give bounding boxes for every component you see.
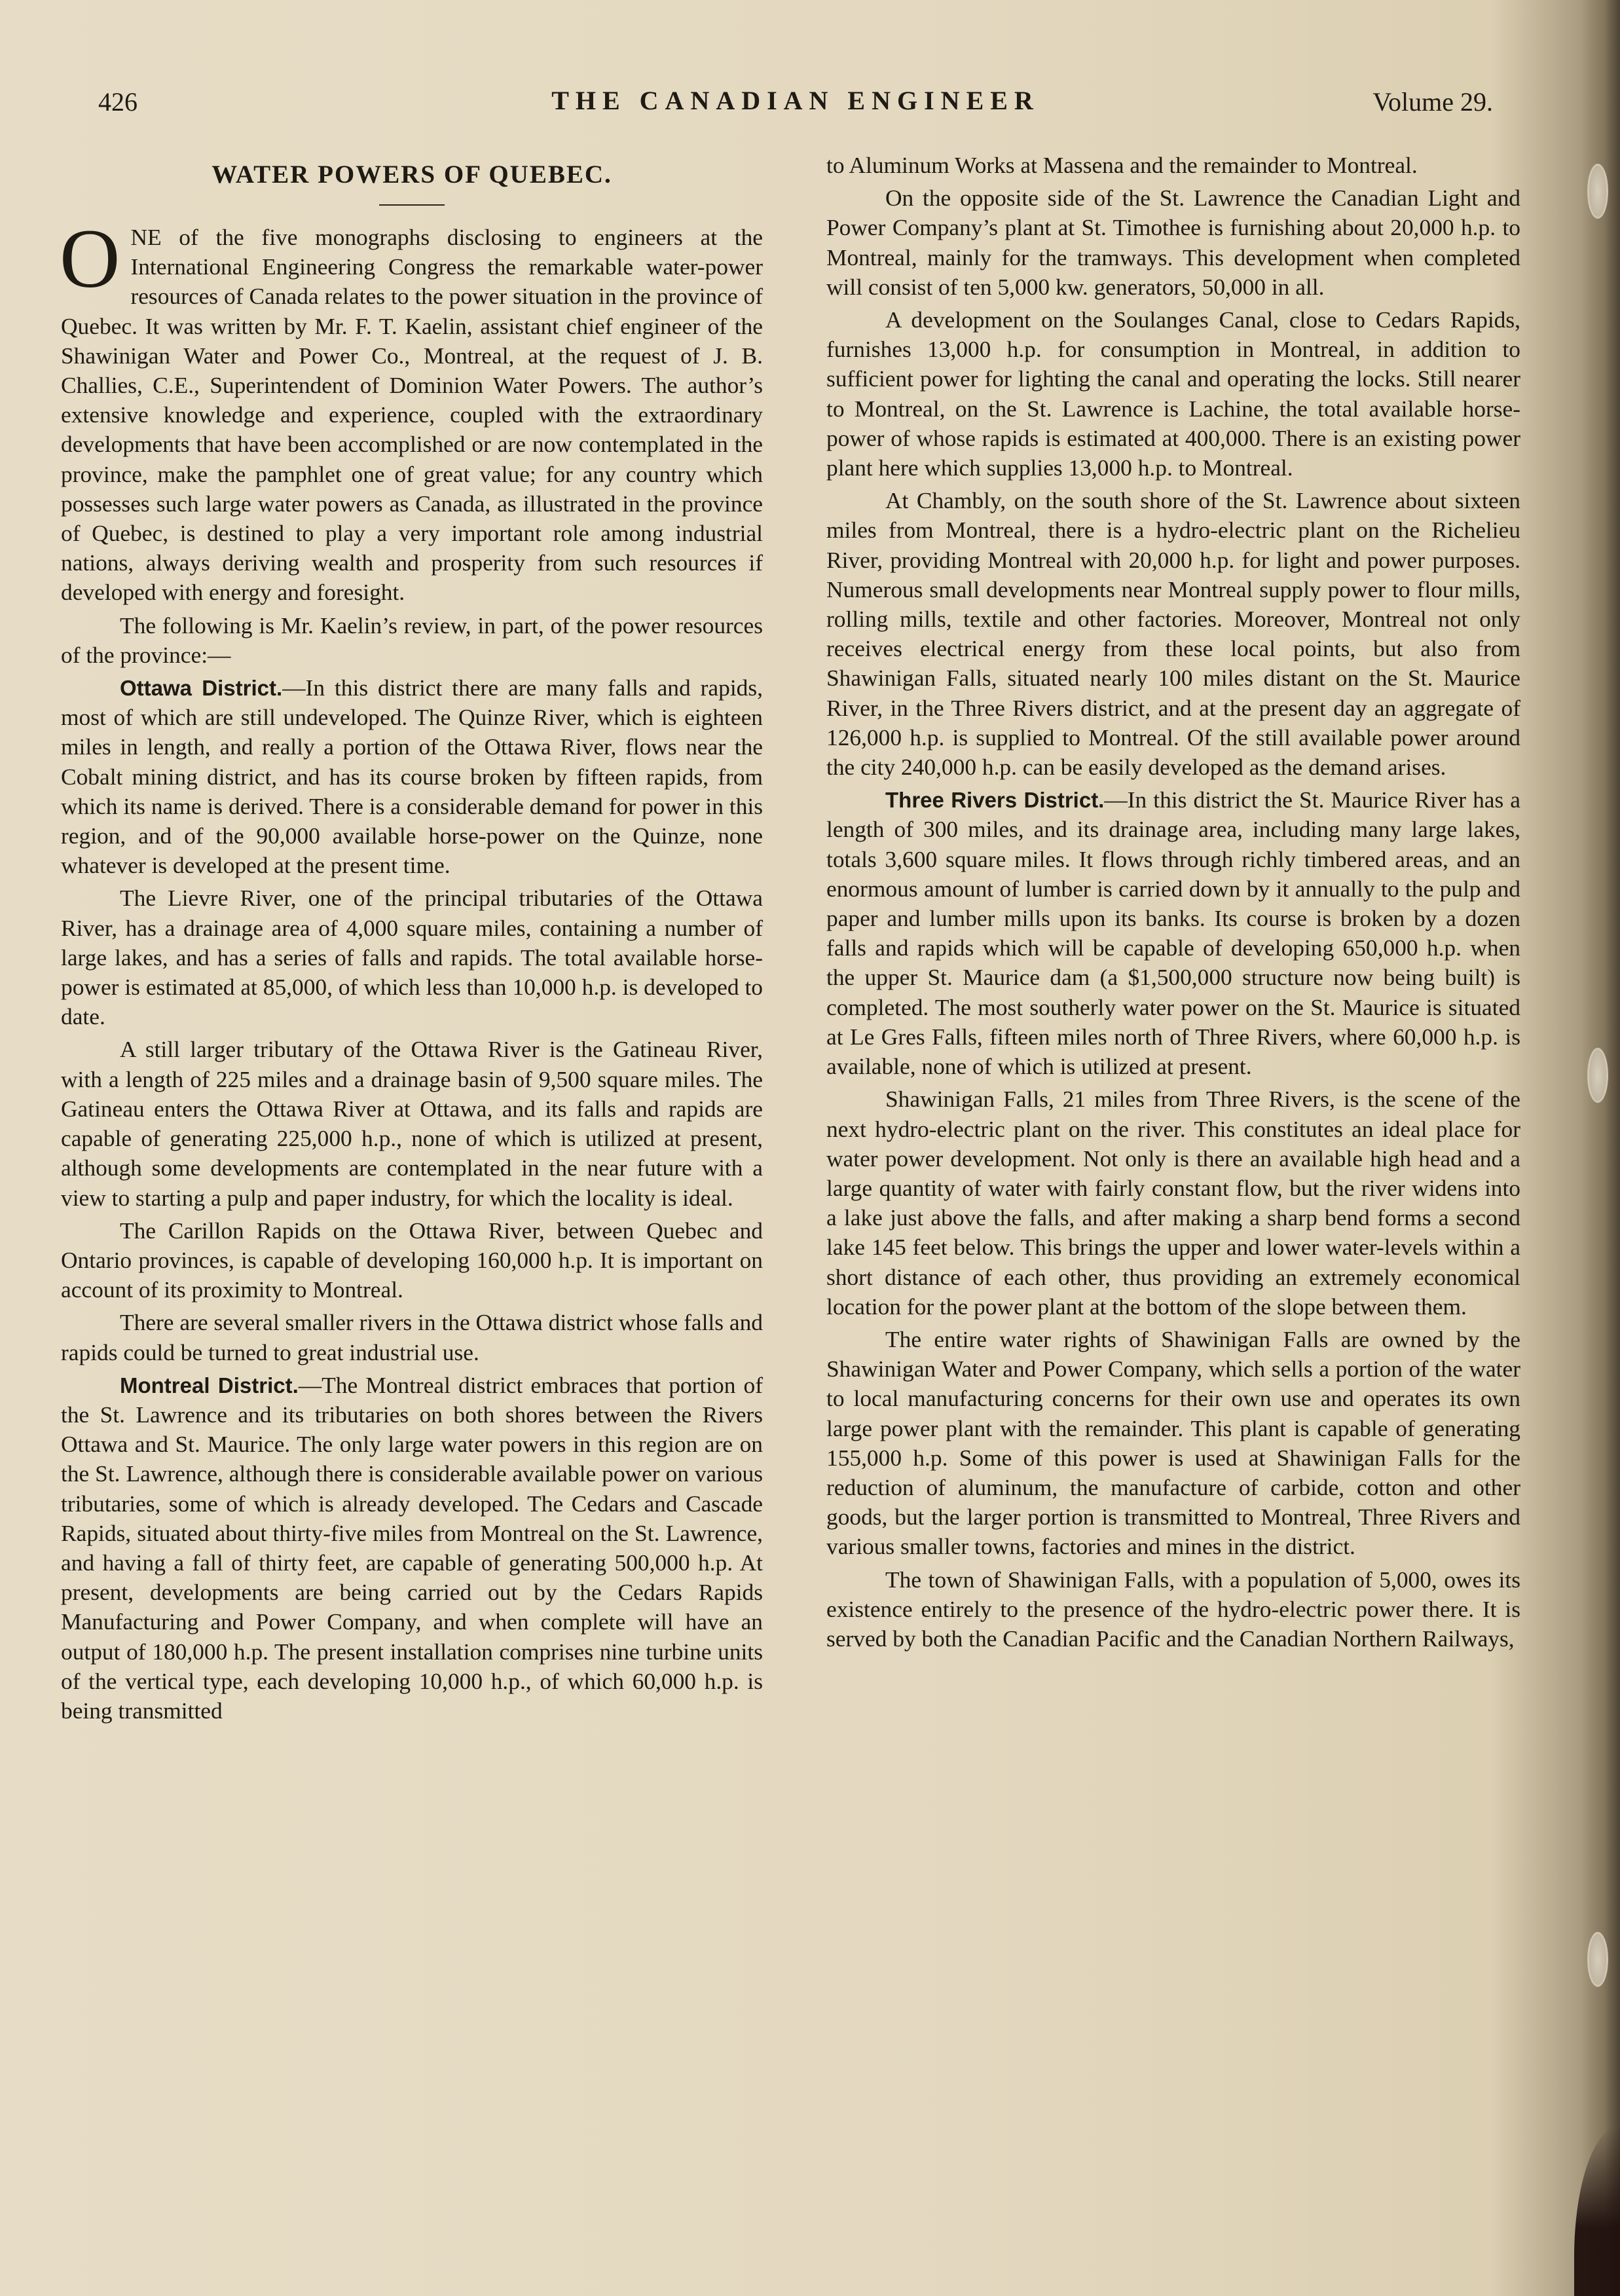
section-heading-ottawa: Ottawa District. [120, 676, 283, 701]
title-rule [379, 204, 445, 206]
right-column [826, 151, 1520, 1657]
page-number: 426 [98, 87, 138, 117]
paragraph: There are several smaller rivers in the Ottawa district whose falls and rapids could be turned to great industrial use. [61, 1309, 763, 1365]
binding-hole [1587, 1048, 1608, 1103]
binding-hole [1587, 1932, 1608, 1987]
drop-cap: O [60, 212, 120, 305]
paragraph: A still larger tributary of the Ottawa River is the Gatineau River, with a length of 225 miles and a drainage basin of 9,500 square miles. The Gatineau enters the Ottawa River at Ottawa, and its falls and rapids are capable of generating 225,000 h.p., none of which is utilized at present, although some developments are contemplated in the near future with a view to starting a pulp and paper industry, for which the locality is ideal. [61, 1036, 763, 1211]
paragraph-text: —In this district the St. Maurice River has a length of 300 miles, and its drainage area, including many large lakes, totals 3,600 square miles. It flows through richly timbered areas, and an enormous amount of lumber is carried down by it annually to the pulp and paper and lumber mills upon its banks. Its course is broken by a dozen falls and rapids which will be capable of developing 650,000 h.p. when the upper St. Maurice dam (a $1,500,000 structure now being built) is completed. The most southerly water power on the St. Maurice is situated at Le Gres Falls, fifteen miles north of Three Rivers, where 60,000 h.p. is available, none of which is utilized at present. [826, 787, 1521, 1080]
paragraph: The entire water rights of Shawinigan Falls are owned by the Shawinigan Water and Power Company, which sells a portion of the water to local manufacturing concerns for their own use and operates its own large power plant with the remainder. This plant is capable of generating 155,000 h.p. Some of this power is used at Shawinigan Falls for the reduction of aluminum, the manufacture of carbide, cotton and other goods, but the larger portion is transmitted to Montreal, Three Rivers and various smaller towns, factories and mines in the district. [826, 1325, 1520, 1560]
paragraph-continued: to Aluminum Works at Massena and the remainder to Montreal. [826, 152, 1418, 178]
running-header [98, 86, 1493, 126]
opening-paragraph [60, 212, 763, 608]
paragraph: The following is Mr. Kaelin’s review, in part, of the power resources of the province:— [61, 612, 763, 668]
section-heading-montreal: Montreal District. [120, 1373, 299, 1398]
opening-text: NE of the five monographs disclosing to engineers at the International Engineering Congress the remarkable water-power resources of Canada relates to the power situation in the province of Quebec. It was written by Mr. F. T. Kaelin, assistant chief engineer of the Shawinigan Water and Power Co., Montreal, at the request of J. B. Challies, C.E., Superintendent of Dominion Water Powers. The author’s extensive knowledge and experience, coupled with the extraordinary developments that have been accomplished or are now contemplated in the province, make the pamphlet one of great value; for any country which possesses such large water powers as Canada, as illustrated in the province of Quebec, is destined to play a very important role among industrial nations, always deriving wealth and prosperity from such resources if developed with energy and foresight. [61, 224, 763, 606]
binding-hole [1587, 164, 1608, 219]
volume-label: Volume 29. [1372, 87, 1493, 117]
paragraph: A development on the Soulanges Canal, close to Cedars Rapids, furnishes 13,000 h.p. for consumption in Montreal, in addition to sufficient power for lighting the canal and operating the locks. Still nearer to Montreal, on the St. Lawrence is Lachine, the total available horse-power of whose rapids is estimated at 400,000. There is an existing power plant here which supplies 13,000 h.p. to Montreal. [826, 306, 1520, 481]
paragraph: The Carillon Rapids on the Ottawa River, between Quebec and Ontario provinces, is capable of developing 160,000 h.p. It is important on account of its proximity to Montreal. [61, 1217, 763, 1303]
section-heading-three-rivers: Three Rivers District. [885, 788, 1105, 813]
paragraph: Shawinigan Falls, 21 miles from Three Rivers, is the scene of the next hydro-electric plant on the river. This constitutes an ideal place for water power development. Not only is there an available high head and a large quantity of water with fairly constant flow, but the river widens into a lake just above the falls, and after making a sharp bend forms a second lake 145 feet below. This brings the upper and lower water-levels within a short distance of each other, thus providing an extremely economical location for the power plant at the bottom of the slope between them. [826, 1086, 1520, 1320]
paragraph: On the opposite side of the St. Lawrence the Canadian Light and Power Company’s plant at St. Timothee is furnishing about 20,000 h.p. to Montreal, mainly for the tramways. This development when completed will consist of ten 5,000 kw. generators, 50,000 in all. [826, 185, 1520, 300]
left-column [61, 151, 763, 1729]
paragraph: At Chambly, on the south shore of the St. Lawrence about sixteen miles from Montreal, there is a hydro-electric plant on the Richelieu River, providing Montreal with 20,000 h.p. for light and power purposes. Numerous small developments near Montreal supply power to flour mills, rolling mills, textile and other factories. Moreover, Montreal not only receives electrical energy from these local points, but also from Shawinigan Falls, situated nearly 100 miles distant on the St. Maurice River, in the Three Rivers district, and at the present day an aggregate of 126,000 h.p. is supplied to Montreal. Of the still available power around the city 240,000 h.p. can be easily developed as the demand arises. [826, 487, 1520, 781]
paragraph: The Lievre River, one of the principal tributaries of the Ottawa River, has a drainage area of 4,000 square miles, containing a number of large lakes, and has a series of falls and rapids. The total available horse-power is estimated at 85,000, of which less than 10,000 h.p. is developed to date. [61, 885, 763, 1030]
paragraph: The town of Shawinigan Falls, with a population of 5,000, owes its existence entirely to the presence of the hydro-electric power there. It is served by both the Canadian Pacific and the Canadian Northern Railways, [826, 1566, 1520, 1652]
article-title: WATER POWERS OF QUEBEC. [212, 160, 612, 189]
paragraph [826, 785, 1520, 1081]
paragraph-text: —In this district there are many falls and rapids, most of which are still undeveloped. The Quinze River, which is eighteen miles in length, and really a portion of the Ottawa River, flows near the Cobalt mining district, and has its course broken by fifteen rapids, from which its name is derived. There is a considerable demand for power in this region, and of the 90,000 available horse-power on the Quinze, none whatever is developed at the present time. [61, 675, 763, 879]
paragraph-text: —The Montreal district embraces that portion of the St. Lawrence and its tributaries on both shores between the Rivers Ottawa and St. Maurice. The only large water powers in this region are on the St. Lawrence, although there is considerable available power on various tributaries, some of which is already developed. The Cedars and Cascade Rapids, situated about thirty-five miles from Montreal on the St. Lawrence, and having a fall of thirty feet, are capable of generating 500,000 h.p. At present, developments are being carried out by the Cedars Rapids Manufacturing and Power Company, and when complete will have an output of 180,000 h.p. The present installation comprises nine turbine units of the vertical type, each developing 10,000 h.p., of which 60,000 h.p. is being transmitted [61, 1371, 763, 1724]
paragraph [61, 673, 763, 880]
journal-title: THE CANADIAN ENGINEER [551, 86, 1040, 115]
paragraph [61, 1371, 763, 1726]
